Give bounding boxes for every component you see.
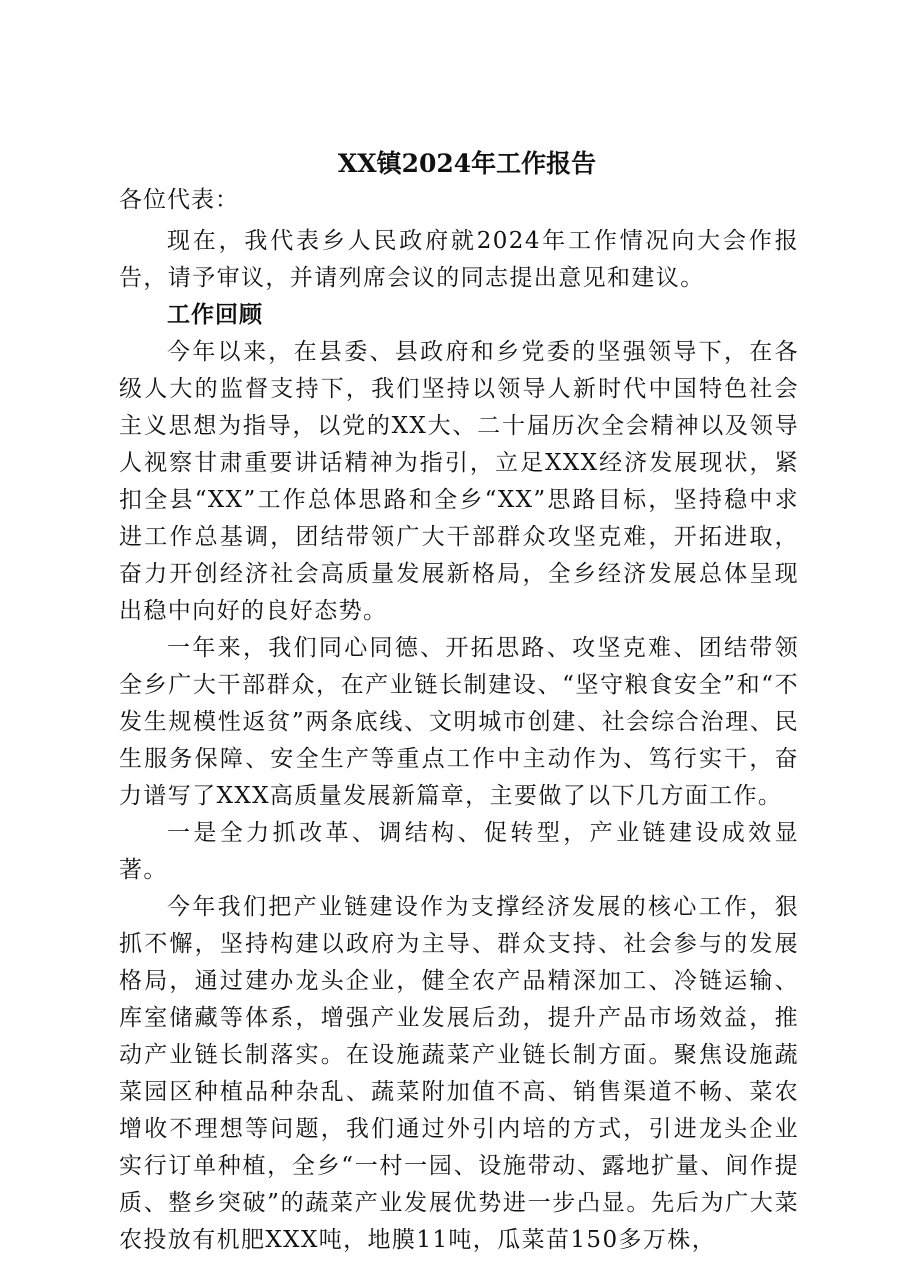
body-paragraph: 一是全力抓改革、调结构、促转型，产业链建设成效显著。 bbox=[119, 820, 799, 883]
body-paragraph: 今年我们把产业链建设作为支撑经济发展的核心工作，狠抓不懈，坚持构建以政府为主导、群众支持、社会参与的发展格局，通过建办龙头企业，健全农产品精深加工、冷链运输、库室储藏等体系，增强产业发展后劲，提升产品市场效益，推动产业链长制落实。在设施蔬菜产业链长制方面。聚焦设施蔬菜园区种植品种杂乱、蔬菜附加值不高、销售渠道不畅、菜农增收不理想等问题，我们通过外引内培的方式，引进龙头企业实行订单种植，全乡“一村一园、设施带动、露地扩量、间作提质、整乡突破”的蔬菜产业发展优势进一步凸显。先后为广大菜农投放有机肥XXX吨，地膜11吨，瓜菜苗150多万株， bbox=[119, 894, 799, 1253]
body-paragraph: 一年来，我们同心同德、开拓思路、攻坚克难、团结带领全乡广大干部群众，在产业链长制建设、“坚守粮食安全”和“不发生规模性返贫”两条底线、文明城市创建、社会综合治理、民生服务保障、安全生产等重点工作中主动作为、笃行实干，奋力谱写了XXX高质量发展新篇章，主要做了以下几方面工作。 bbox=[119, 635, 799, 809]
salutation: 各位代表： bbox=[119, 187, 239, 213]
intro-paragraph: 现在，我代表乡人民政府就2024年工作情况向大会作报告，请予审议，并请列席会议的同志提出意见和建议。 bbox=[119, 228, 799, 291]
body-paragraph: 今年以来，在县委、县政府和乡党委的坚强领导下，在各级人大的监督支持下，我们坚持以领导人新时代中国特色社会主义思想为指导，以党的XX大、二十届历次全会精神以及领导人视察甘肃重要讲话精神为指引，立足XXX经济发展现状，紧扣全县“XX”工作总体思路和全乡“XX”思路目标，坚持稳中求进工作总基调，团结带领广大干部群众攻坚克难，开拓进取，奋力开创经济社会高质量发展新格局，全乡经济发展总体呈现出稳中向好的良好态势。 bbox=[119, 339, 799, 624]
section-heading: 工作回顾 bbox=[167, 302, 263, 328]
document-body bbox=[119, 142, 799, 1259]
document-title: XX镇2024年工作报告 bbox=[337, 149, 597, 178]
